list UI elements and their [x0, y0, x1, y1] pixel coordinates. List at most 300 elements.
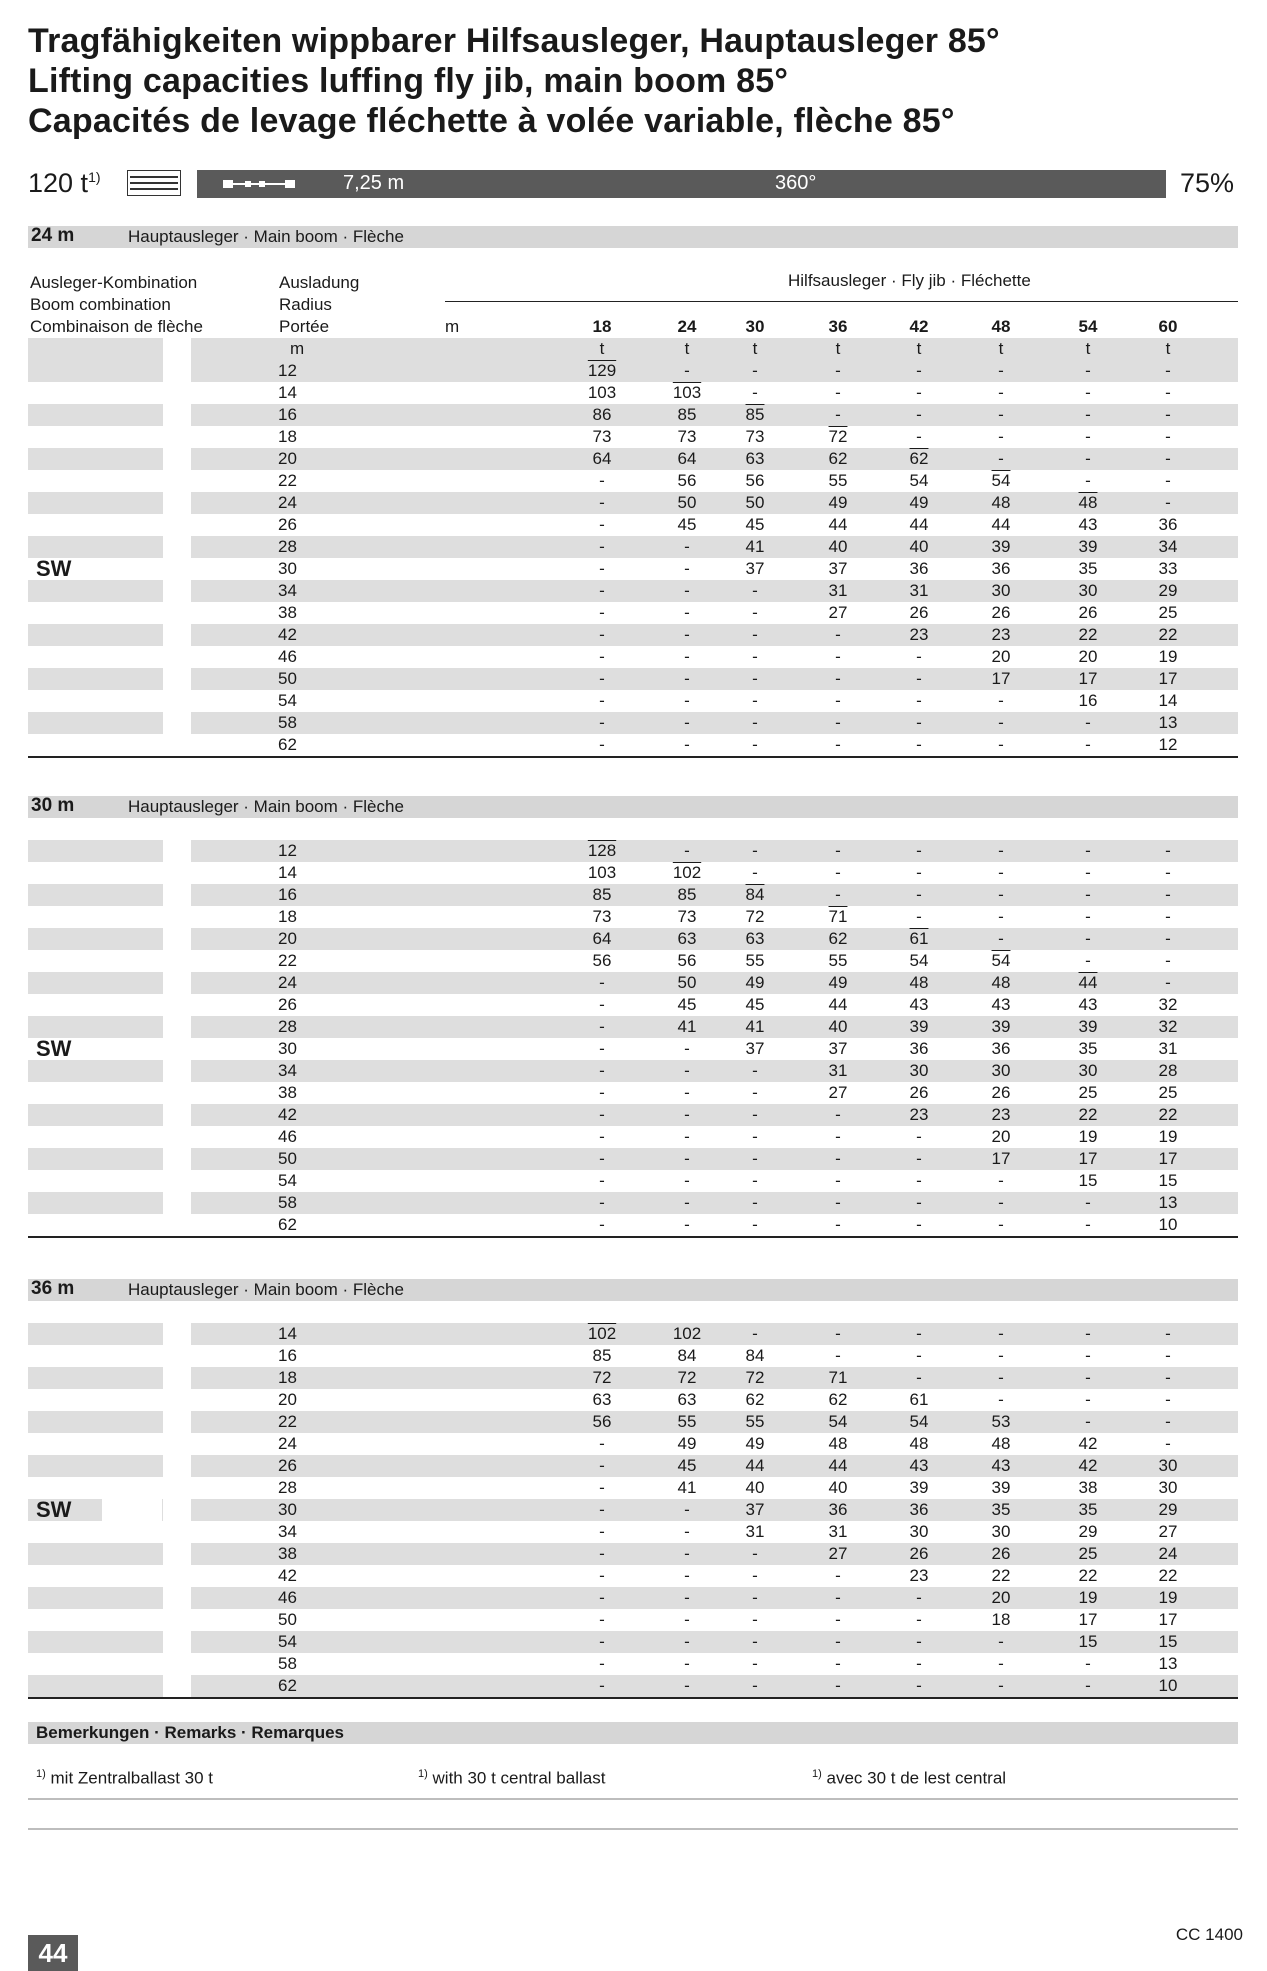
capacity-cell: 37 [745, 559, 765, 578]
remark-en [418, 1768, 605, 1789]
capacity-cell: - [684, 1500, 690, 1519]
capacity-note: 1) [88, 169, 101, 185]
capacity-cell: - [1085, 863, 1091, 882]
capacity-cell: 28 [1158, 1061, 1178, 1080]
table-row [28, 972, 1238, 994]
capacity-cell: 35 [1078, 559, 1098, 578]
capacity-cell: - [916, 383, 922, 402]
capacity-cell: 31 [909, 581, 929, 600]
row-gap [163, 884, 191, 906]
radius-value: 16 [278, 405, 297, 424]
capacity-cell: - [599, 1105, 605, 1124]
capacity-cell: 49 [745, 973, 765, 992]
capacity-cell: 102 [587, 1324, 617, 1343]
capacity-cell: 17 [1158, 1149, 1178, 1168]
capacity-cell: 31 [1158, 1039, 1178, 1058]
capacity-cell: - [599, 1632, 605, 1651]
capacity-cell: - [1165, 907, 1171, 926]
radius-value: 12 [278, 361, 297, 380]
capacity-cell: - [916, 669, 922, 688]
row-gap [163, 360, 191, 382]
capacity-cell: 48 [991, 973, 1011, 992]
radius-value: 18 [278, 907, 297, 926]
jib-icon [223, 179, 295, 189]
capacity-cell: - [684, 1127, 690, 1146]
capacity-cell: 22 [1158, 625, 1178, 644]
capacity-cell: 30 [1158, 1456, 1178, 1475]
capacity-cell: 50 [677, 973, 697, 992]
capacity-cell: 39 [991, 1478, 1011, 1497]
capacity-cell: 31 [828, 1061, 848, 1080]
row-gap [163, 1543, 191, 1565]
capacity-cell: 23 [991, 1105, 1011, 1124]
capacity-cell: 13 [1158, 713, 1178, 732]
table-row [28, 862, 1238, 884]
row-gap [163, 668, 191, 690]
capacity-cell: - [752, 1149, 758, 1168]
capacity-cell: 42 [1078, 1434, 1098, 1453]
capacity-cell: - [835, 1149, 841, 1168]
capacity-cell: 56 [592, 951, 612, 970]
capacity-cell: 37 [745, 1039, 765, 1058]
capacity-cell: - [599, 669, 605, 688]
model-name: CC 1400 [1175, 1925, 1243, 1944]
radius-value: 22 [278, 471, 297, 490]
capacity-cell: - [684, 1149, 690, 1168]
table-row [28, 448, 1238, 470]
capacity-cell: - [1165, 471, 1171, 490]
capacity-cell: 61 [909, 929, 929, 948]
radius-value: 30 [278, 1039, 297, 1058]
capacity-cell: 48 [1078, 493, 1098, 512]
capacity-cell: 18 [991, 1610, 1011, 1629]
table-row [28, 1477, 1238, 1499]
capacity-cell: 22 [1158, 1566, 1178, 1585]
unit-cell: t [916, 339, 922, 358]
capacity-cell: - [599, 471, 605, 490]
capacity-cell: 56 [677, 951, 697, 970]
capacity-cell: 73 [592, 427, 612, 446]
capacity-cell: - [1165, 405, 1171, 424]
capacity-cell: 25 [1078, 1544, 1098, 1563]
radius-value: 58 [278, 1654, 297, 1673]
capacity-cell: - [998, 1390, 1004, 1409]
row-gap [163, 1104, 191, 1126]
header-combo-de: Ausleger-Kombination [30, 273, 198, 292]
remarks-title: Bemerkungen · Remarks · Remarques [36, 1723, 345, 1742]
capacity-cell: 19 [1158, 647, 1178, 666]
capacity-cell: 45 [677, 1456, 697, 1475]
page-number: 44 [28, 1935, 78, 1971]
jib-length-header: 24 [677, 317, 697, 336]
capacity-cell: - [1085, 1324, 1091, 1343]
capacity-cell: - [916, 405, 922, 424]
remarks-line-2 [28, 1828, 1238, 1830]
table-row [28, 1499, 1238, 1521]
capacity-cell: - [835, 885, 841, 904]
row-gap [163, 1675, 191, 1697]
capacity-cell: 22 [1078, 625, 1098, 644]
capacity-cell: 31 [745, 1522, 765, 1541]
capacity-cell: - [916, 1610, 922, 1629]
table-row [28, 514, 1238, 536]
capacity-cell: 44 [828, 1456, 848, 1475]
remark-fr-marker: 1) [812, 1768, 822, 1780]
capacity-cell: 31 [828, 1522, 848, 1541]
capacity-cell: - [684, 1566, 690, 1585]
capacity-cell: - [835, 1588, 841, 1607]
capacity-cell: - [835, 1632, 841, 1651]
capacity-cell: 20 [1078, 647, 1098, 666]
capacity-cell: 103 [587, 863, 617, 882]
capacity-cell: 43 [909, 995, 929, 1014]
capacity-cell: 36 [1158, 515, 1178, 534]
radius-value: 62 [278, 1215, 297, 1234]
capacity-cell: - [599, 1478, 605, 1497]
row-gap [163, 840, 191, 862]
capacity-cell: 36 [909, 1500, 929, 1519]
capacity-cell: - [599, 1522, 605, 1541]
radius-value: 46 [278, 1127, 297, 1146]
capacity-cell: - [1085, 1390, 1091, 1409]
capacity-cell: - [835, 1215, 841, 1234]
row-gap [163, 580, 191, 602]
capacity-cell: 64 [592, 449, 612, 468]
row-gap [163, 1411, 191, 1433]
radius-value: 26 [278, 1456, 297, 1475]
radius-value: 34 [278, 581, 297, 600]
capacity-cell: - [752, 581, 758, 600]
capacity-cell: 53 [991, 1412, 1011, 1431]
capacity-cell: - [835, 1171, 841, 1190]
capacity-cell: - [599, 1127, 605, 1146]
row-gap [163, 1016, 191, 1038]
capacity-cell: - [684, 1676, 690, 1695]
capacity-cell: 63 [745, 449, 765, 468]
capacity-cell: 44 [991, 515, 1011, 534]
capacity-cell: 72 [745, 1368, 765, 1387]
capacity-cell: - [1165, 1434, 1171, 1453]
capacity-cell: - [752, 1083, 758, 1102]
remark-fr [812, 1768, 1006, 1789]
radius-value: 24 [278, 973, 297, 992]
capacity-cell: - [684, 537, 690, 556]
table-row [28, 1675, 1238, 1697]
capacity-cell: - [916, 647, 922, 666]
row-gap [163, 1587, 191, 1609]
capacity-cell: - [1165, 1390, 1171, 1409]
capacity-cell: 48 [991, 1434, 1011, 1453]
capacity-cell: - [1085, 1346, 1091, 1365]
capacity-cell: - [998, 1368, 1004, 1387]
capacity-cell: 17 [1078, 1610, 1098, 1629]
capacity-cell: - [1085, 1654, 1091, 1673]
capacity-cell: - [752, 1215, 758, 1234]
table-row [28, 1016, 1238, 1038]
capacity-cell: - [684, 1522, 690, 1541]
radius-value: 22 [278, 1412, 297, 1431]
capacity-cell: - [916, 1149, 922, 1168]
capacity-cell: - [599, 1061, 605, 1080]
row-gap [163, 928, 191, 950]
table-row [28, 470, 1238, 492]
capacity-cell: 37 [745, 1500, 765, 1519]
table-row [28, 492, 1238, 514]
capacity-cell: 55 [745, 951, 765, 970]
unit-cell: t [1165, 339, 1171, 358]
header-combo-fr: Combinaison de flèche [30, 317, 203, 336]
header-radius-de: Ausladung [279, 273, 360, 292]
radius-value: 62 [278, 735, 297, 754]
capacity-cell: 85 [592, 885, 612, 904]
combo-code-box [102, 1038, 162, 1060]
capacity-cell: - [835, 1324, 841, 1343]
table-row [28, 646, 1238, 668]
radius-value: 46 [278, 647, 297, 666]
capacity-cell: 61 [909, 1390, 929, 1409]
capacity-cell: - [1085, 1193, 1091, 1212]
fly-jib-label: Hilfsausleger · Fly jib · Fléchette [788, 271, 1031, 290]
capacity-cell: - [684, 691, 690, 710]
capacity-cell: - [599, 625, 605, 644]
capacity-cell: 56 [592, 1412, 612, 1431]
capacity-cell: - [1165, 841, 1171, 860]
capacity-cell: 35 [1078, 1039, 1098, 1058]
capacity-cell: 43 [991, 995, 1011, 1014]
capacity-cell: 73 [592, 907, 612, 926]
capacity-cell: 31 [828, 581, 848, 600]
radius-value: 42 [278, 1566, 297, 1585]
row-gap [163, 492, 191, 514]
capacity-cell: 62 [909, 449, 929, 468]
radius-value: 30 [278, 559, 297, 578]
capacity-cell: - [599, 559, 605, 578]
table-row [28, 1433, 1238, 1455]
capacity-cell: 55 [745, 1412, 765, 1431]
capacity-cell: 29 [1158, 581, 1178, 600]
capacity-cell: - [998, 1676, 1004, 1695]
jib-length-header: 18 [592, 317, 612, 336]
capacity-cell: - [684, 713, 690, 732]
capacity-cell: - [1085, 1215, 1091, 1234]
capacity-cell: 86 [592, 405, 612, 424]
capacity-cell: 73 [745, 427, 765, 446]
table-row [28, 1411, 1238, 1433]
capacity-cell: - [916, 1654, 922, 1673]
capacity-cell: 45 [745, 995, 765, 1014]
capacity-cell: - [599, 581, 605, 600]
capacity-cell: 62 [745, 1390, 765, 1409]
radius-value: 20 [278, 1390, 297, 1409]
jib-length-header: 30 [745, 317, 765, 336]
row-gap [163, 1192, 191, 1214]
capacity-cell: - [599, 1017, 605, 1036]
capacity-cell: 49 [909, 493, 929, 512]
capacity-cell: - [1085, 907, 1091, 926]
capacity-cell: 84 [745, 1346, 765, 1365]
capacity-cell: 43 [1078, 995, 1098, 1014]
capacity-cell: - [998, 405, 1004, 424]
table-row [28, 624, 1238, 646]
capacity-cell: 44 [745, 1456, 765, 1475]
table-row [28, 1060, 1238, 1082]
capacity-cell: - [1085, 427, 1091, 446]
capacity-cell: - [835, 1566, 841, 1585]
capacity-cell: - [916, 1127, 922, 1146]
capacity-cell: - [998, 1215, 1004, 1234]
capacity-cell: - [684, 1083, 690, 1102]
capacity-cell: - [684, 647, 690, 666]
table-row [28, 382, 1238, 404]
capacity-cell: 72 [592, 1368, 612, 1387]
capacity-cell: 84 [745, 885, 765, 904]
capacity-cell: 41 [745, 537, 765, 556]
capacity-cell: - [1085, 383, 1091, 402]
table-row [28, 1170, 1238, 1192]
row-gap [163, 1060, 191, 1082]
capacity-cell: - [684, 1610, 690, 1629]
capacity-cell: 64 [592, 929, 612, 948]
remark-fr-text: avec 30 t de lest central [826, 1768, 1007, 1788]
capacity-cell: - [916, 863, 922, 882]
capacity-cell: 44 [1078, 973, 1098, 992]
main-boom-label: Hauptausleger · Main boom · Flèche [128, 227, 404, 246]
table-row [28, 884, 1238, 906]
section-header-1 [28, 796, 1238, 818]
capacity-cell: - [599, 691, 605, 710]
capacity-cell: - [835, 1193, 841, 1212]
capacity-cell: - [1085, 713, 1091, 732]
capacity-cell: 129 [587, 361, 617, 380]
capacity-cell: - [599, 1456, 605, 1475]
table-row [28, 928, 1238, 950]
capacity-cell: - [1165, 973, 1171, 992]
capacity-cell: 36 [909, 1039, 929, 1058]
capacity-cell: 19 [1078, 1588, 1098, 1607]
main-boom-label: Hauptausleger · Main boom · Flèche [128, 797, 404, 816]
capacity-cell: - [599, 493, 605, 512]
capacity-cell: 40 [828, 1017, 848, 1036]
capacity-cell: 27 [828, 1083, 848, 1102]
capacity-cell: 29 [1078, 1522, 1098, 1541]
table-row [28, 906, 1238, 928]
capacity-cell: 49 [677, 1434, 697, 1453]
capacity-cell: - [752, 863, 758, 882]
capacity-cell: 44 [828, 515, 848, 534]
capacity-cell: - [916, 1193, 922, 1212]
jib-length-header: 36 [828, 317, 848, 336]
capacity-cell: - [752, 1566, 758, 1585]
capacity-cell: 13 [1158, 1654, 1178, 1673]
radius-value: 42 [278, 1105, 297, 1124]
capacity-cell: 22 [1078, 1105, 1098, 1124]
capacity-cell: 19 [1158, 1127, 1178, 1146]
row-gap [163, 536, 191, 558]
radius-value: 58 [278, 1193, 297, 1212]
capacity-cell: 23 [909, 625, 929, 644]
capacity-cell: - [998, 885, 1004, 904]
table-row [28, 1082, 1238, 1104]
capacity-cell: 63 [592, 1390, 612, 1409]
radius-value: 16 [278, 885, 297, 904]
capacity-cell: 55 [677, 1412, 697, 1431]
capacity-cell: - [1165, 383, 1171, 402]
remark-de-text: mit Zentralballast 30 t [50, 1768, 214, 1788]
capacity-cell: 45 [745, 515, 765, 534]
capacity-cell: 26 [991, 1544, 1011, 1563]
capacity-cell: 39 [909, 1478, 929, 1497]
capacity-cell: - [1165, 863, 1171, 882]
table-row [28, 602, 1238, 624]
capacity-cell: 27 [1158, 1522, 1178, 1541]
capacity-cell: - [599, 1566, 605, 1585]
unit-cell: t [684, 339, 690, 358]
capacity-cell: - [599, 1215, 605, 1234]
radius-value: 16 [278, 1346, 297, 1365]
header-radius-fr: Portée [279, 317, 330, 336]
capacity-cell: - [752, 603, 758, 622]
unit-cell: t [599, 339, 605, 358]
table-row [28, 1653, 1238, 1675]
capacity-cell: - [684, 559, 690, 578]
capacity-cell: - [752, 1544, 758, 1563]
row-gap [163, 1367, 191, 1389]
capacity-cell: 17 [1078, 1149, 1098, 1168]
capacity-cell: 17 [1078, 669, 1098, 688]
capacity-value: 120 t [28, 168, 89, 198]
capacity-cell: 63 [677, 1390, 697, 1409]
table-row [28, 994, 1238, 1016]
table-row [28, 536, 1238, 558]
capacity-cell: 50 [677, 493, 697, 512]
capacity-cell: 62 [828, 449, 848, 468]
row-gap [163, 712, 191, 734]
capacity-cell: 10 [1158, 1215, 1178, 1234]
table-row [28, 840, 1238, 862]
capacity-cell: 64 [677, 449, 697, 468]
capacity-cell: 39 [1078, 537, 1098, 556]
capacity-cell: 48 [909, 973, 929, 992]
table-row [28, 558, 1238, 580]
capacity-cell: 45 [677, 995, 697, 1014]
capacity-cell: 30 [909, 1061, 929, 1080]
capacity-cell: - [684, 841, 690, 860]
section-end-rule [28, 756, 1238, 758]
capacity-cell: - [684, 1632, 690, 1651]
capacity-cell: 35 [991, 1500, 1011, 1519]
capacity-cell: - [752, 841, 758, 860]
capacity-cell: - [599, 1149, 605, 1168]
capacity-cell: 15 [1158, 1171, 1178, 1190]
capacity-cell: - [998, 691, 1004, 710]
table-row [28, 712, 1238, 734]
capacity-cell: 22 [991, 1566, 1011, 1585]
table-row [28, 360, 1238, 382]
capacity-cell: - [835, 1610, 841, 1629]
remark-de-marker: 1) [36, 1768, 46, 1780]
radius-value: 22 [278, 951, 297, 970]
table-row [28, 580, 1238, 602]
capacity-cell: 62 [828, 1390, 848, 1409]
capacity-cell: 39 [1078, 1017, 1098, 1036]
capacity-cell: 19 [1158, 1588, 1178, 1607]
capacity-cell: 41 [745, 1017, 765, 1036]
capacity-cell: - [916, 1346, 922, 1365]
table-row [28, 1543, 1238, 1565]
capacity-cell: 54 [909, 951, 929, 970]
jib-length-unit: m [445, 317, 460, 336]
capacity-cell: 84 [677, 1346, 697, 1365]
